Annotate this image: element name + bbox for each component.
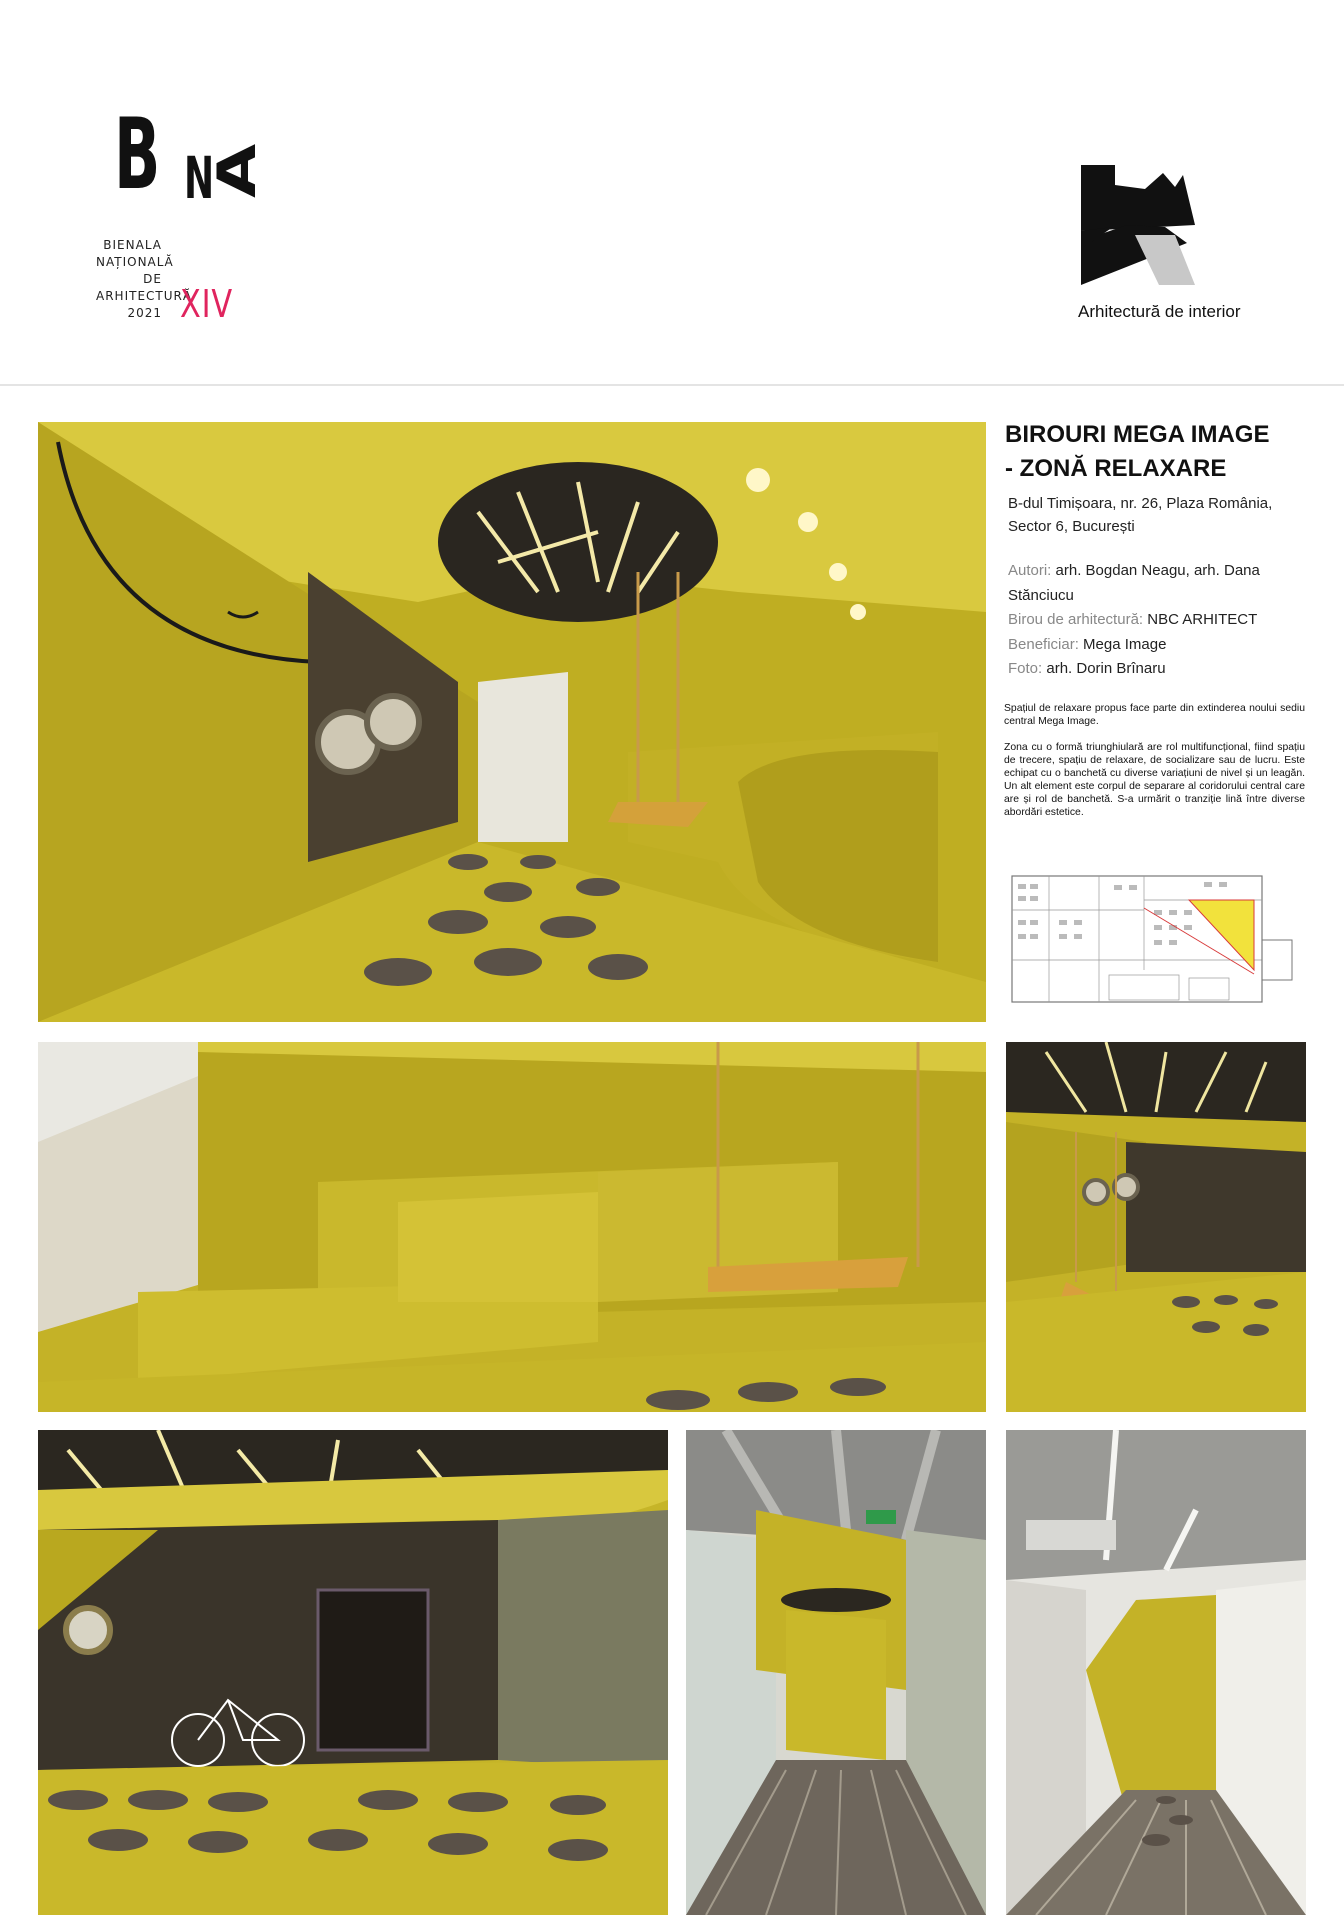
header-divider	[0, 384, 1344, 386]
project-address	[1008, 492, 1308, 538]
project-title-line1: BIROURI MEGA IMAGE	[1005, 421, 1270, 448]
bna-edition: XIV	[180, 282, 233, 326]
glass-corridor-photo	[686, 1430, 986, 1915]
bna-letter-a: A	[206, 143, 268, 198]
swing-side-photo	[1006, 1042, 1306, 1412]
credit-label: Birou de arhitectură:	[1008, 611, 1144, 628]
credit-label: Autori:	[1008, 562, 1052, 579]
credit-label: Beneficiar:	[1008, 635, 1079, 653]
bench-swing-photo	[38, 1042, 986, 1412]
address-line1: B-dul Timișoara, nr. 26, Plaza România,	[1008, 495, 1273, 512]
project-title	[1005, 418, 1315, 486]
bna-text-line: 2021	[127, 306, 162, 320]
credit-beneficiary	[1008, 633, 1318, 658]
bna-text-line: ARHITECTURĂ	[96, 289, 193, 303]
section-caption: Arhitectură de interior	[1078, 302, 1241, 321]
main-photo	[38, 422, 986, 1022]
credit-photo	[1008, 657, 1318, 682]
partition-corridor-photo	[1006, 1430, 1306, 1915]
description-paragraph: Spațiul de relaxare propus face parte din extinderea noului sediu central Mega Image.	[1004, 703, 1305, 727]
credit-value: Mega Image	[1083, 635, 1167, 653]
credit-label: Foto:	[1008, 660, 1043, 677]
credit-value: arh. Bogdan Neagu, arh. Dana Stănciucu	[1008, 562, 1260, 604]
credit-authors	[1008, 559, 1318, 608]
description-paragraph: Zona cu o formă triunghiulară are rol multifuncțional, fiind spațiu de trecere, spațiu de relaxare, de socializare sau de lucru. Este echipat cu o banchetă cu diverse variațiuni de nivel și un leagăn. Un alt element este corpul de separare al coridorului central care are și rol de banchetă. S-a urmărit o tranziție lină între diverse abordări estetice.	[1004, 742, 1305, 818]
credit-value: arh. Dorin Brînaru	[1046, 660, 1166, 677]
address-line2: Sector 6, București	[1008, 518, 1135, 535]
bna-text-line: BIENALA	[103, 238, 162, 252]
bna-text	[96, 237, 193, 322]
project-title-line2: - ZONĂ RELAXARE	[1005, 455, 1227, 482]
bicycle-wall-photo	[38, 1430, 668, 1915]
project-credits	[1008, 559, 1318, 682]
credit-office	[1008, 608, 1318, 633]
bna-letter-n: N	[184, 144, 215, 212]
floor-plan	[1004, 870, 1304, 1010]
bna-logo	[96, 98, 296, 352]
bna-text-line: NAȚIONALĂ	[96, 255, 174, 269]
bna-letter-b: B	[114, 98, 161, 212]
credit-value: NBC ARHITECT	[1147, 611, 1258, 628]
project-description	[1004, 702, 1305, 832]
bna-text-line: DE	[143, 272, 162, 286]
interior-architecture-logo-icon	[1075, 165, 1215, 325]
